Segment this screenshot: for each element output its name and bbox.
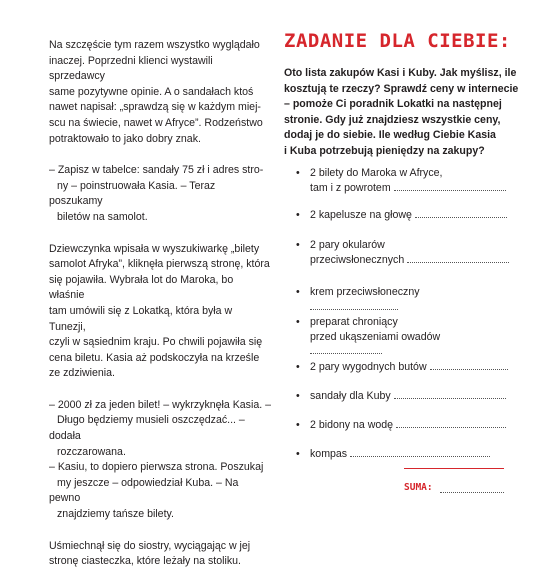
- task-title: ZADANIE DLA CIEBIE:: [284, 30, 511, 52]
- price-field[interactable]: [310, 308, 398, 310]
- bullet-icon: •: [296, 419, 300, 431]
- sum-area: [404, 468, 504, 498]
- bullet-icon: •: [296, 390, 300, 402]
- sum-divider: [404, 468, 504, 469]
- story-paragraph-1: Na szczęście tym razem wszystko wyglądało inaczej. Poprzedni klienci wystawili sprzedawcy same pozytywne opinie. A o sandałach ktoś nawet napisał: „sprawdzą się w każdym miej- scu na świecie, nawet w Afryce”. Rodzeństwo potraktowało to jako dobry znak.: [49, 39, 263, 145]
- story-paragraph-2: – Zapisz w tabelce: sandały 75 zł i adres stro- ny – poinstruowała Kasia. – Teraz poszukamy biletów na samolot.: [49, 164, 264, 223]
- price-field[interactable]: [415, 216, 507, 218]
- bullet-icon: •: [296, 316, 300, 328]
- story-column: [49, 38, 271, 570]
- list-item: • 2 pary wygodnych butów: [284, 360, 510, 389]
- bullet-icon: •: [296, 286, 300, 298]
- task-column: [284, 30, 520, 160]
- sum-field[interactable]: [440, 492, 504, 493]
- price-field[interactable]: [394, 397, 506, 399]
- price-field[interactable]: [396, 426, 506, 428]
- price-field[interactable]: [407, 261, 509, 263]
- list-item: • 2 kapelusze na głowę: [284, 208, 510, 238]
- story-paragraph-4: – 2000 zł za jeden bilet! – wykrzyknęła Kasia. – Długo będziemy musieli oszczędzać... – dodała rozczarowana. – Kasiu, to dopiero pierwsza strona. Poszukaj my jeszcze – odpowiedział Kuba. – Na pewno znajdziemy tańsze bilety.: [49, 398, 272, 521]
- price-field[interactable]: [310, 352, 382, 354]
- list-item: • 2 pary okularów przeciwsłonecznych: [284, 238, 510, 285]
- bullet-icon: •: [296, 448, 300, 460]
- story-paragraph-3: Dziewczynka wpisała w wyszukiwarkę „bilety samolot Afryka”, kliknęła pierwszą stronę, która się pojawiła. Wybrała lot do Maroka, bo właśnie tam umówili się z Lokatką, która była w Tunezji, czyli w sąsiednim kraju. Po chwili pojawiła się cena biletu. Kasia aż podskoczyła na krześle ze zdziwienia.: [49, 242, 270, 380]
- list-item: • 2 bilety do Maroka w Afryce, tam i z powrotem: [284, 166, 510, 208]
- list-item: • sandały dla Kuby: [284, 389, 510, 418]
- bullet-icon: •: [296, 361, 300, 373]
- list-item: • 2 bidony na wodę: [284, 418, 510, 447]
- shopping-list: [284, 166, 510, 467]
- bullet-icon: •: [296, 239, 300, 251]
- price-field[interactable]: [394, 189, 506, 191]
- price-field[interactable]: [430, 368, 508, 370]
- bullet-icon: •: [296, 167, 300, 179]
- list-item: • kompas: [284, 447, 510, 467]
- price-field[interactable]: [350, 455, 490, 457]
- list-item: • preparat chroniący przed ukąszeniami owadów: [284, 315, 510, 360]
- task-intro: Oto lista zakupów Kasi i Kuby. Jak myślisz, ile kosztują te rzeczy? Sprawdź ceny w internecie – pomoże Ci poradnik Lokatki na następnej stronie. Gdy już znajdziesz wszystkie ceny, dodaj je do siebie. Ile według Ciebie Kasia i Kuba potrzebują pieniędzy na zakupy?: [284, 67, 519, 157]
- story-paragraph-5: Uśmiechnął się do siostry, wyciągając w jej stronę ciasteczka, które leżały na stoliku.: [49, 539, 251, 568]
- sum-label: SUMA:: [404, 482, 433, 493]
- list-item: • krem przeciwsłoneczny: [284, 285, 510, 315]
- bullet-icon: •: [296, 209, 300, 221]
